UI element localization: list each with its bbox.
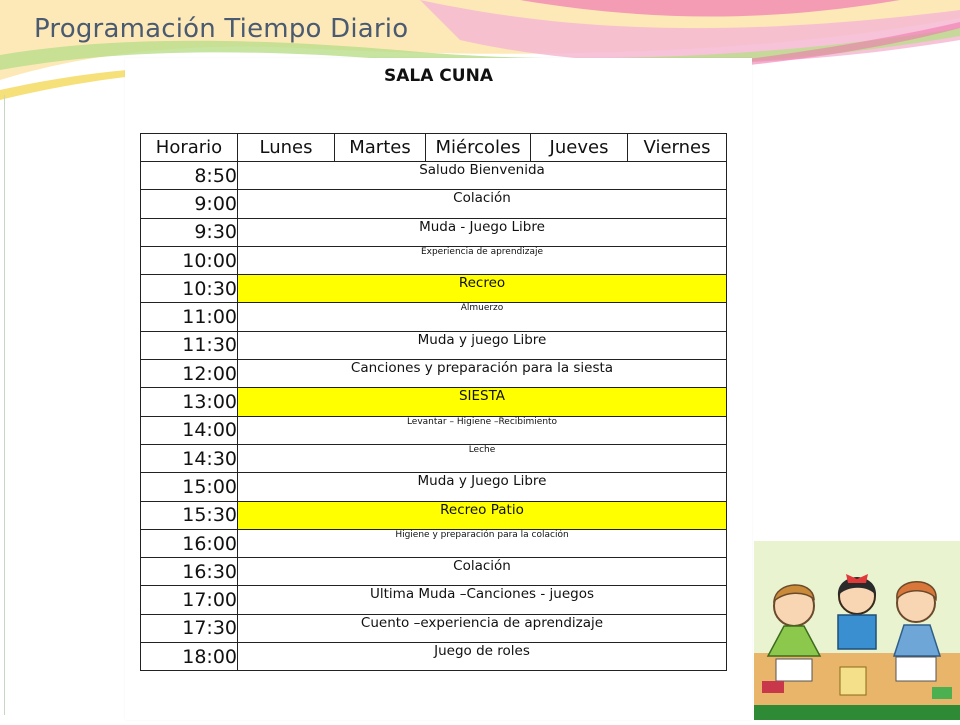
children-reading-illustration bbox=[754, 541, 960, 720]
left-rule bbox=[4, 95, 5, 715]
time-cell: 11:30 bbox=[141, 331, 238, 359]
activity-cell: Ultima Muda –Canciones - juegos bbox=[238, 586, 727, 614]
activity-cell: Higiene y preparación para la colación bbox=[238, 529, 727, 557]
table-row bbox=[141, 614, 727, 642]
header-martes: Martes bbox=[335, 134, 426, 162]
activity-cell: Cuento –experiencia de aprendizaje bbox=[238, 614, 727, 642]
activity-cell: Colación bbox=[238, 190, 727, 218]
schedule-title: SALA CUNA bbox=[384, 66, 493, 86]
activity-cell: Saludo Bienvenida bbox=[238, 162, 727, 190]
time-cell: 16:30 bbox=[141, 558, 238, 586]
table-row bbox=[141, 558, 727, 586]
activity-cell: Colación bbox=[238, 558, 727, 586]
header-horario: Horario bbox=[141, 134, 238, 162]
time-cell: 15:30 bbox=[141, 501, 238, 529]
time-cell: 18:00 bbox=[141, 643, 238, 671]
time-cell: 12:00 bbox=[141, 360, 238, 388]
schedule-header-row bbox=[141, 134, 727, 162]
time-cell: 16:00 bbox=[141, 529, 238, 557]
activity-cell: Muda - Juego Libre bbox=[238, 218, 727, 246]
time-cell: 10:30 bbox=[141, 275, 238, 303]
activity-cell-highlight: Recreo bbox=[238, 275, 727, 303]
activity-cell: Experiencia de aprendizaje bbox=[238, 246, 727, 274]
time-cell: 11:00 bbox=[141, 303, 238, 331]
activity-cell: Almuerzo bbox=[238, 303, 727, 331]
slide-title: Programación Tiempo Diario bbox=[34, 14, 409, 44]
table-row bbox=[141, 388, 727, 416]
table-row bbox=[141, 444, 727, 472]
table-row bbox=[141, 643, 727, 671]
time-cell: 15:00 bbox=[141, 473, 238, 501]
time-cell: 17:00 bbox=[141, 586, 238, 614]
time-cell: 9:00 bbox=[141, 190, 238, 218]
table-row bbox=[141, 416, 727, 444]
activity-cell: Canciones y preparación para la siesta bbox=[238, 360, 727, 388]
time-cell: 8:50 bbox=[141, 162, 238, 190]
schedule-panel bbox=[125, 58, 752, 720]
table-row bbox=[141, 331, 727, 359]
time-cell: 17:30 bbox=[141, 614, 238, 642]
header-miercoles: Miércoles bbox=[426, 134, 531, 162]
table-row bbox=[141, 275, 727, 303]
activity-cell: Leche bbox=[238, 444, 727, 472]
table-row bbox=[141, 529, 727, 557]
children-reading-icon bbox=[754, 541, 960, 720]
time-cell: 9:30 bbox=[141, 218, 238, 246]
activity-cell: Juego de roles bbox=[238, 643, 727, 671]
time-cell: 14:00 bbox=[141, 416, 238, 444]
activity-cell: Muda y Juego Libre bbox=[238, 473, 727, 501]
table-row bbox=[141, 303, 727, 331]
time-cell: 10:00 bbox=[141, 246, 238, 274]
table-row bbox=[141, 473, 727, 501]
schedule-table bbox=[140, 133, 727, 671]
table-row bbox=[141, 246, 727, 274]
table-row bbox=[141, 190, 727, 218]
activity-cell: Levantar – Higiene –Recibimiento bbox=[238, 416, 727, 444]
table-row bbox=[141, 360, 727, 388]
activity-cell-highlight: SIESTA bbox=[238, 388, 727, 416]
header-lunes: Lunes bbox=[238, 134, 335, 162]
activity-cell-highlight: Recreo Patio bbox=[238, 501, 727, 529]
table-row bbox=[141, 162, 727, 190]
table-row bbox=[141, 501, 727, 529]
table-row bbox=[141, 586, 727, 614]
activity-cell: Muda y juego Libre bbox=[238, 331, 727, 359]
table-row bbox=[141, 218, 727, 246]
header-jueves: Jueves bbox=[531, 134, 628, 162]
time-cell: 13:00 bbox=[141, 388, 238, 416]
header-viernes: Viernes bbox=[628, 134, 727, 162]
time-cell: 14:30 bbox=[141, 444, 238, 472]
